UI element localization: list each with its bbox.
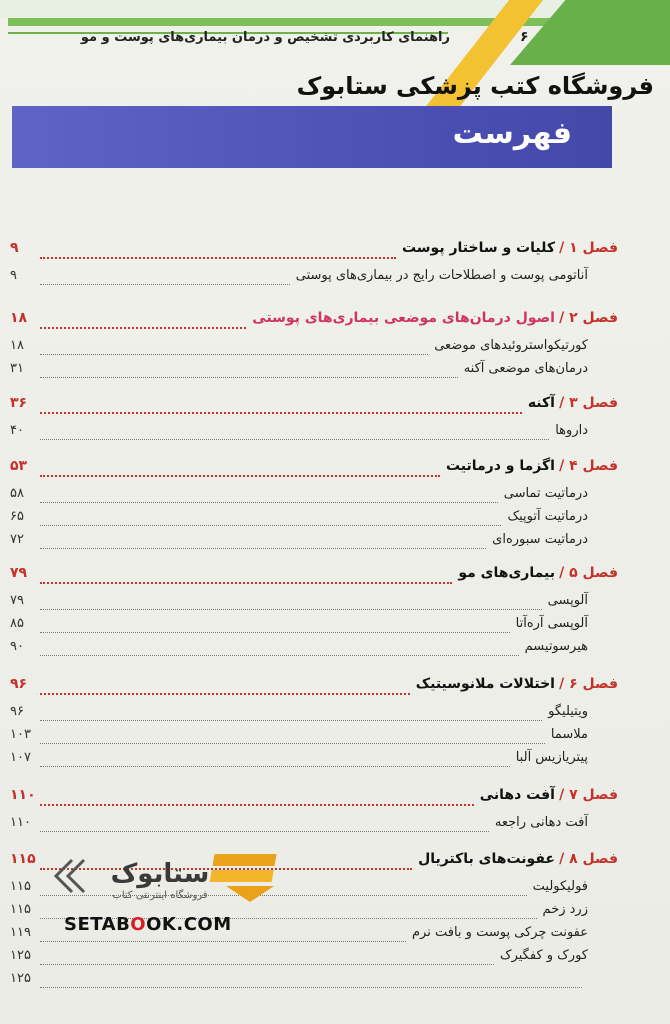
entry-page: ۱۰۷ bbox=[10, 750, 31, 765]
entry-title: زرد زخم bbox=[542, 902, 588, 917]
chapter-row bbox=[0, 565, 670, 589]
entry-page: ۷۹ bbox=[10, 593, 24, 608]
chapter-heading bbox=[418, 851, 618, 867]
chapter-row bbox=[0, 395, 670, 419]
toc-entry bbox=[0, 704, 670, 728]
entry-page: ۹۶ bbox=[10, 704, 24, 719]
toc-entry bbox=[0, 948, 670, 972]
toc-entry bbox=[0, 361, 670, 385]
chapter-heading bbox=[458, 565, 618, 581]
dot-leader bbox=[40, 354, 428, 355]
entry-title: درمان‌های موضعی آکنه bbox=[463, 361, 588, 376]
entry-title: درماتیت تماسی bbox=[503, 486, 588, 501]
entry-page: ۱۱۵ bbox=[10, 902, 31, 917]
toc-entry bbox=[0, 639, 670, 663]
dot-leader bbox=[40, 743, 545, 744]
chapter-title: آکنه bbox=[527, 395, 555, 411]
book-stack-icon bbox=[210, 854, 277, 902]
entry-page: ۱۰۳ bbox=[10, 727, 31, 742]
entry-title: آفت دهانی راجعه bbox=[494, 815, 588, 830]
entry-title: آناتومی پوست و اصطلاحات رایج در بیماری‌های پوستی bbox=[295, 268, 588, 283]
toc-entry bbox=[0, 486, 670, 510]
dot-leader bbox=[40, 609, 542, 610]
toc-entry bbox=[0, 750, 670, 774]
entry-page: ۹۰ bbox=[10, 639, 24, 654]
chapter-label: فصل ۵ / bbox=[559, 565, 618, 581]
entry-page: ۱۱۰ bbox=[10, 815, 31, 830]
entry-page: ۵۸ bbox=[10, 486, 24, 501]
dot-leader bbox=[40, 987, 582, 988]
chapter-title: عفونت‌های باکتریال bbox=[418, 851, 555, 867]
dot-leader bbox=[40, 412, 522, 414]
chapter-label: فصل ۷ / bbox=[559, 787, 618, 803]
dot-leader bbox=[40, 964, 494, 965]
chapter-page: ۷۹ bbox=[10, 565, 28, 581]
entry-page: ۷۲ bbox=[10, 532, 24, 547]
chapter-label: فصل ۳ / bbox=[559, 395, 618, 411]
entry-title: درماتیت آتوپیک bbox=[507, 509, 588, 524]
chapter-title: آفت دهانی bbox=[479, 787, 555, 803]
entry-page: ۱۲۵ bbox=[10, 971, 31, 986]
toc-entry bbox=[0, 593, 670, 617]
chapter-heading bbox=[446, 458, 618, 474]
dot-leader bbox=[40, 548, 486, 549]
chapter-title: اختلالات ملانوسیتیک bbox=[415, 676, 555, 692]
entry-page: ۱۲۵ bbox=[10, 948, 31, 963]
chapter-page: ۳۶ bbox=[10, 395, 28, 411]
entry-title: کورک و کفگیرک bbox=[499, 948, 588, 963]
running-header-title: راهنمای کاربردی تشخیص و درمان بیماری‌های پوست و مو bbox=[80, 30, 450, 45]
chapter-heading bbox=[416, 676, 618, 692]
entry-page: ۱۱۵ bbox=[10, 879, 31, 894]
toc-entry bbox=[0, 971, 670, 995]
entry-page: ۴۰ bbox=[10, 423, 24, 438]
entry-page: ۹ bbox=[10, 268, 17, 283]
setabook-logo bbox=[48, 846, 288, 906]
entry-title: ویتیلیگو bbox=[548, 704, 588, 719]
dot-leader bbox=[40, 257, 396, 259]
page-number: ۶ bbox=[520, 29, 529, 45]
chapter-heading bbox=[528, 395, 618, 411]
chapter-label: فصل ۶ / bbox=[559, 676, 618, 692]
dot-leader bbox=[40, 582, 452, 584]
dot-leader bbox=[40, 941, 406, 942]
chapter-title: اگزما و درماتیت bbox=[445, 458, 555, 474]
dot-leader bbox=[40, 377, 458, 378]
toc-entry bbox=[0, 423, 670, 447]
chapter-heading bbox=[402, 240, 618, 256]
chapter-heading bbox=[252, 310, 618, 326]
entry-title: فولیکولیت bbox=[532, 879, 588, 894]
toc-entry bbox=[0, 268, 670, 292]
chevron-icon bbox=[56, 860, 84, 892]
dot-leader bbox=[40, 655, 519, 656]
dot-leader bbox=[40, 693, 410, 695]
chapter-heading bbox=[480, 787, 618, 803]
dot-leader bbox=[40, 766, 510, 767]
chapter-row bbox=[0, 787, 670, 811]
chapter-row bbox=[0, 458, 670, 482]
entry-title: کورتیکواستروئیدهای موضعی bbox=[434, 338, 588, 353]
entry-page: ۱۱۹ bbox=[10, 925, 31, 940]
chapter-row bbox=[0, 240, 670, 264]
chapter-title: اصول درمان‌های موضعی بیماری‌های پوستی bbox=[252, 310, 555, 326]
dot-leader bbox=[40, 475, 440, 477]
chapter-page: ۱۱۵ bbox=[10, 851, 36, 867]
dot-leader bbox=[40, 327, 246, 329]
chapter-label: فصل ۲ / bbox=[559, 310, 618, 326]
dot-leader bbox=[40, 525, 501, 526]
chapter-page: ۱۸ bbox=[10, 310, 28, 326]
entry-title: آلوپسی آره‌آتا bbox=[515, 616, 588, 631]
dot-leader bbox=[40, 804, 474, 806]
chapter-label: فصل ۸ / bbox=[559, 851, 618, 867]
store-name: فروشگاه کتب پزشکی ستابوک bbox=[296, 72, 654, 100]
entry-page: ۱۸ bbox=[10, 338, 24, 353]
entry-title: درماتیت سبوره‌ای bbox=[492, 532, 588, 547]
watermark-tagline: فروشگاه اینترنتی کتاب bbox=[112, 890, 208, 901]
entry-title: داروها bbox=[555, 423, 588, 438]
toc-entry bbox=[0, 727, 670, 751]
chapter-title: بیماری‌های مو bbox=[458, 565, 555, 581]
watermark-brand: ستابوک bbox=[110, 859, 210, 889]
chapter-row bbox=[0, 676, 670, 700]
toc-entry bbox=[0, 338, 670, 362]
chapter-page: ۱۱۰ bbox=[10, 787, 36, 803]
dot-leader bbox=[40, 439, 549, 440]
dot-leader bbox=[40, 720, 542, 721]
chapter-page: ۹۶ bbox=[10, 676, 28, 692]
entry-page: ۶۵ bbox=[10, 509, 24, 524]
dot-leader bbox=[40, 632, 510, 633]
chapter-page: ۹ bbox=[10, 240, 19, 256]
toc-entry bbox=[0, 616, 670, 640]
dot-leader bbox=[40, 284, 290, 285]
chapter-label: فصل ۴ / bbox=[559, 458, 618, 474]
watermark-url: SETABOOK.COM bbox=[64, 914, 232, 935]
entry-title: عفونت چرکی پوست و بافت نرم bbox=[412, 925, 588, 940]
dot-leader bbox=[40, 502, 498, 503]
entry-title: آلوپسی bbox=[547, 593, 588, 608]
dot-leader bbox=[40, 831, 489, 832]
chapter-page: ۵۳ bbox=[10, 458, 28, 474]
chapter-row bbox=[0, 310, 670, 334]
entry-page: ۸۵ bbox=[10, 616, 24, 631]
toc-entry bbox=[0, 509, 670, 533]
toc-title: فهرست bbox=[452, 116, 572, 151]
toc-entry bbox=[0, 815, 670, 839]
chapter-label: فصل ۱ / bbox=[559, 240, 618, 256]
entry-title: پیتریازیس آلبا bbox=[515, 750, 588, 765]
chapter-title: کلیات و ساختار پوست bbox=[401, 240, 555, 256]
toc-entry bbox=[0, 532, 670, 556]
entry-title: هیرسوتیسم bbox=[524, 639, 588, 654]
entry-page: ۳۱ bbox=[10, 361, 24, 376]
entry-title: ملاسما bbox=[550, 727, 588, 742]
